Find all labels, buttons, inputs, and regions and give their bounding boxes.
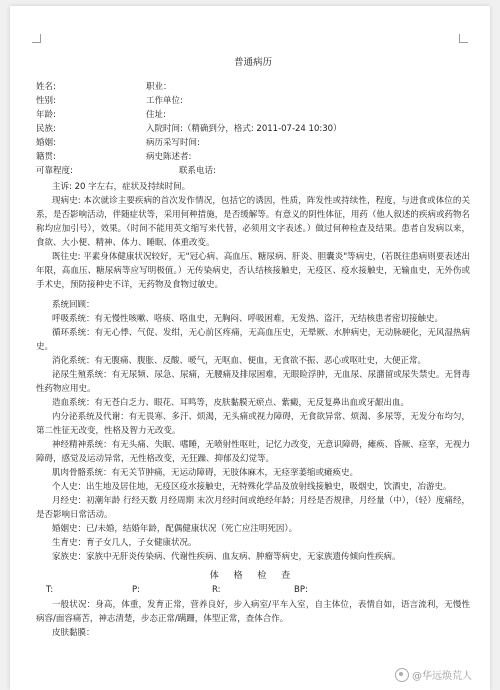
circulatory-system: 循环系统：有无心悸、气促、发绀，无心前区疼痛，无高血压史，无晕厥、水肿病史，无动脉硬化，无风湿热病史。 [36,328,470,352]
endocrine-system: 内分泌系统及代谢：有无畏寒、多汗、烦渴，无头痛或视力障碍，无食欲异常、烦渴、多尿等，无发分布均匀，第二性征无改变，性格及智力无改变。 [36,412,470,436]
personal-history: 个人史：出生地及居住地，无疫区疫水接触史，无特殊化学品及放射线接触史，吸烟史，饮酒史，冶游史。 [52,482,452,492]
pulse-field: P: [132,585,140,595]
general-condition: 一般状况：身高，体重，发育正常，营养良好，步入病室/平车入室，自主体位，表情自如，语言流利，无慢性病容/面容痛苦，神志清楚，步态正常/蹒跚，体型正常，查体合作。 [36,600,470,624]
field-row-reliability [36,164,470,178]
gender-field: 性别: [36,96,56,106]
field-row-age [36,108,470,122]
narrator-field: 病史陈述者: [146,152,192,162]
past-history: 既往史: 平素身体健康状况较好，无"冠心病、高血压、糖尿病、肝炎、胆囊炎"等病史，(若既往患病则要表述出年限，高血压、糖尿病等应写明极值。）无传染病史，否认结核接触史，无疫区、疫水接触史，无输血史，无外伤或手术史，预防接种史不详，无药物及食物过敏史。 [36,252,470,290]
marital-field: 婚姻: [36,138,56,148]
systems-review-heading: 系统回顾： [52,300,95,310]
reliability-field: 可靠程度: [36,166,73,176]
ethnicity-field: 民族: [36,124,56,134]
family-history: 家族史：家族中无肝炎传染病、代谢性疾病、血友病、肿瘤等病史，无家族遗传倾向性疾病。 [52,552,401,562]
physical-exam-heading: 体 格 检 查 [209,571,297,581]
contact-phone-field: 联系电话: [179,166,216,176]
margin-corner-mark [32,34,41,43]
urogenital-system: 泌尿生殖系统：有无尿频、尿急、尿痛，无腰痛及排尿困难，无眼睑浮肿，无血尿、尿潴留或尿失禁史。无肾毒性药物应用史。 [36,370,470,394]
respiratory-system: 呼吸系统：有无慢性咳嗽、咯痰、咯血史，无胸闷、呼吸困难，无发热、盗汗，无结核患者密切接触史。 [52,314,444,324]
temperature-field: T: [46,585,54,595]
menstrual-history: 月经史：初潮年龄 行经天数 月经周期 末次月经时间或绝经年龄；月经是否规律，月经量（中），（轻）度痛经，是否影响日常活动。 [36,496,470,520]
vital-signs-row [36,583,470,598]
field-row-marital [36,136,470,150]
blood-pressure-field: BP: [294,585,308,595]
respiration-field: R: [212,585,221,595]
field-row-ethnicity [36,122,470,136]
present-illness-history: 现病史: 本次就诊主要疾病的首次发作情况，包括它的诱因，性质，阵发性或持续性，程度，与进食或体位的关系，是否影响活动，伴随症状等，采用何种措施，是否缓解等。有意义的阴性体征，用药（他人叙述的疾病或药物名称均应加引号），效果。（时间不能用英文缩写来代替，必须用文字表述。）做过何种检查及结果。患者自发病以来，食欲、大小便、精神、体力、睡眠、体重改变。 [36,196,470,248]
watermark-logo-icon [395,668,409,682]
admission-time-field: 入院时间:（精确到分，格式: 2011-07-24 10:30） [146,124,342,134]
native-place-field: 籍贯: [36,152,56,162]
document-title: 普通病历 [233,57,272,68]
document-page [10,6,490,690]
field-row-name [36,80,470,94]
margin-corner-mark [459,34,468,43]
marital-history: 婚姻史：已/未婚，结婚年龄，配偶健康状况（死亡应注明死因）。 [52,524,298,534]
chief-complaint: 主诉: 20 字左右，症状及持续时间。 [52,182,191,192]
neuropsychiatric-system: 神经精神系统：有无头痛、失眠、嗜睡，无喷射性呕吐，记忆力改变，无意识障碍，瘫痪、昏厥、痉挛，无视力障碍，感觉及运动异常，无性格改变，无狂躁、抑郁及幻觉等。 [36,440,470,464]
work-unit-field: 工作单位: [146,96,183,106]
hematopoietic-system: 造血系统：有无苍白乏力、眼花、耳鸣等，皮肤黏膜无瘀点、紫癜，无反复鼻出血或牙龈出血。 [52,398,410,408]
digestive-system: 消化系统：有无腹痛、腹胀、反酸、嗳气，无呕血、便血，无食欲不振、恶心或呕吐史，大便正常。 [52,356,427,366]
address-field: 住址: [146,110,166,120]
watermark-text: @华远焕荒人 [412,671,472,682]
medical-record [36,54,470,640]
name-field: 姓名: [36,82,56,92]
field-row-gender [36,94,470,108]
age-field: 年龄: [36,110,56,120]
childbearing-history: 生育史：育子女几人，子女健康状况。 [52,538,197,548]
watermark [395,667,472,682]
field-row-native-place [36,150,470,164]
musculoskeletal-system: 肌肉骨骼系统：有无关节肿痛，无运动障碍，无肢体麻木，无痉挛萎缩或瘫痪史。 [52,468,359,478]
occupation-field: 职业： [146,82,172,92]
history-time-field: 病历采写时间: [146,138,200,148]
skin-mucosa-label: 皮肤黏膜： [52,628,95,638]
